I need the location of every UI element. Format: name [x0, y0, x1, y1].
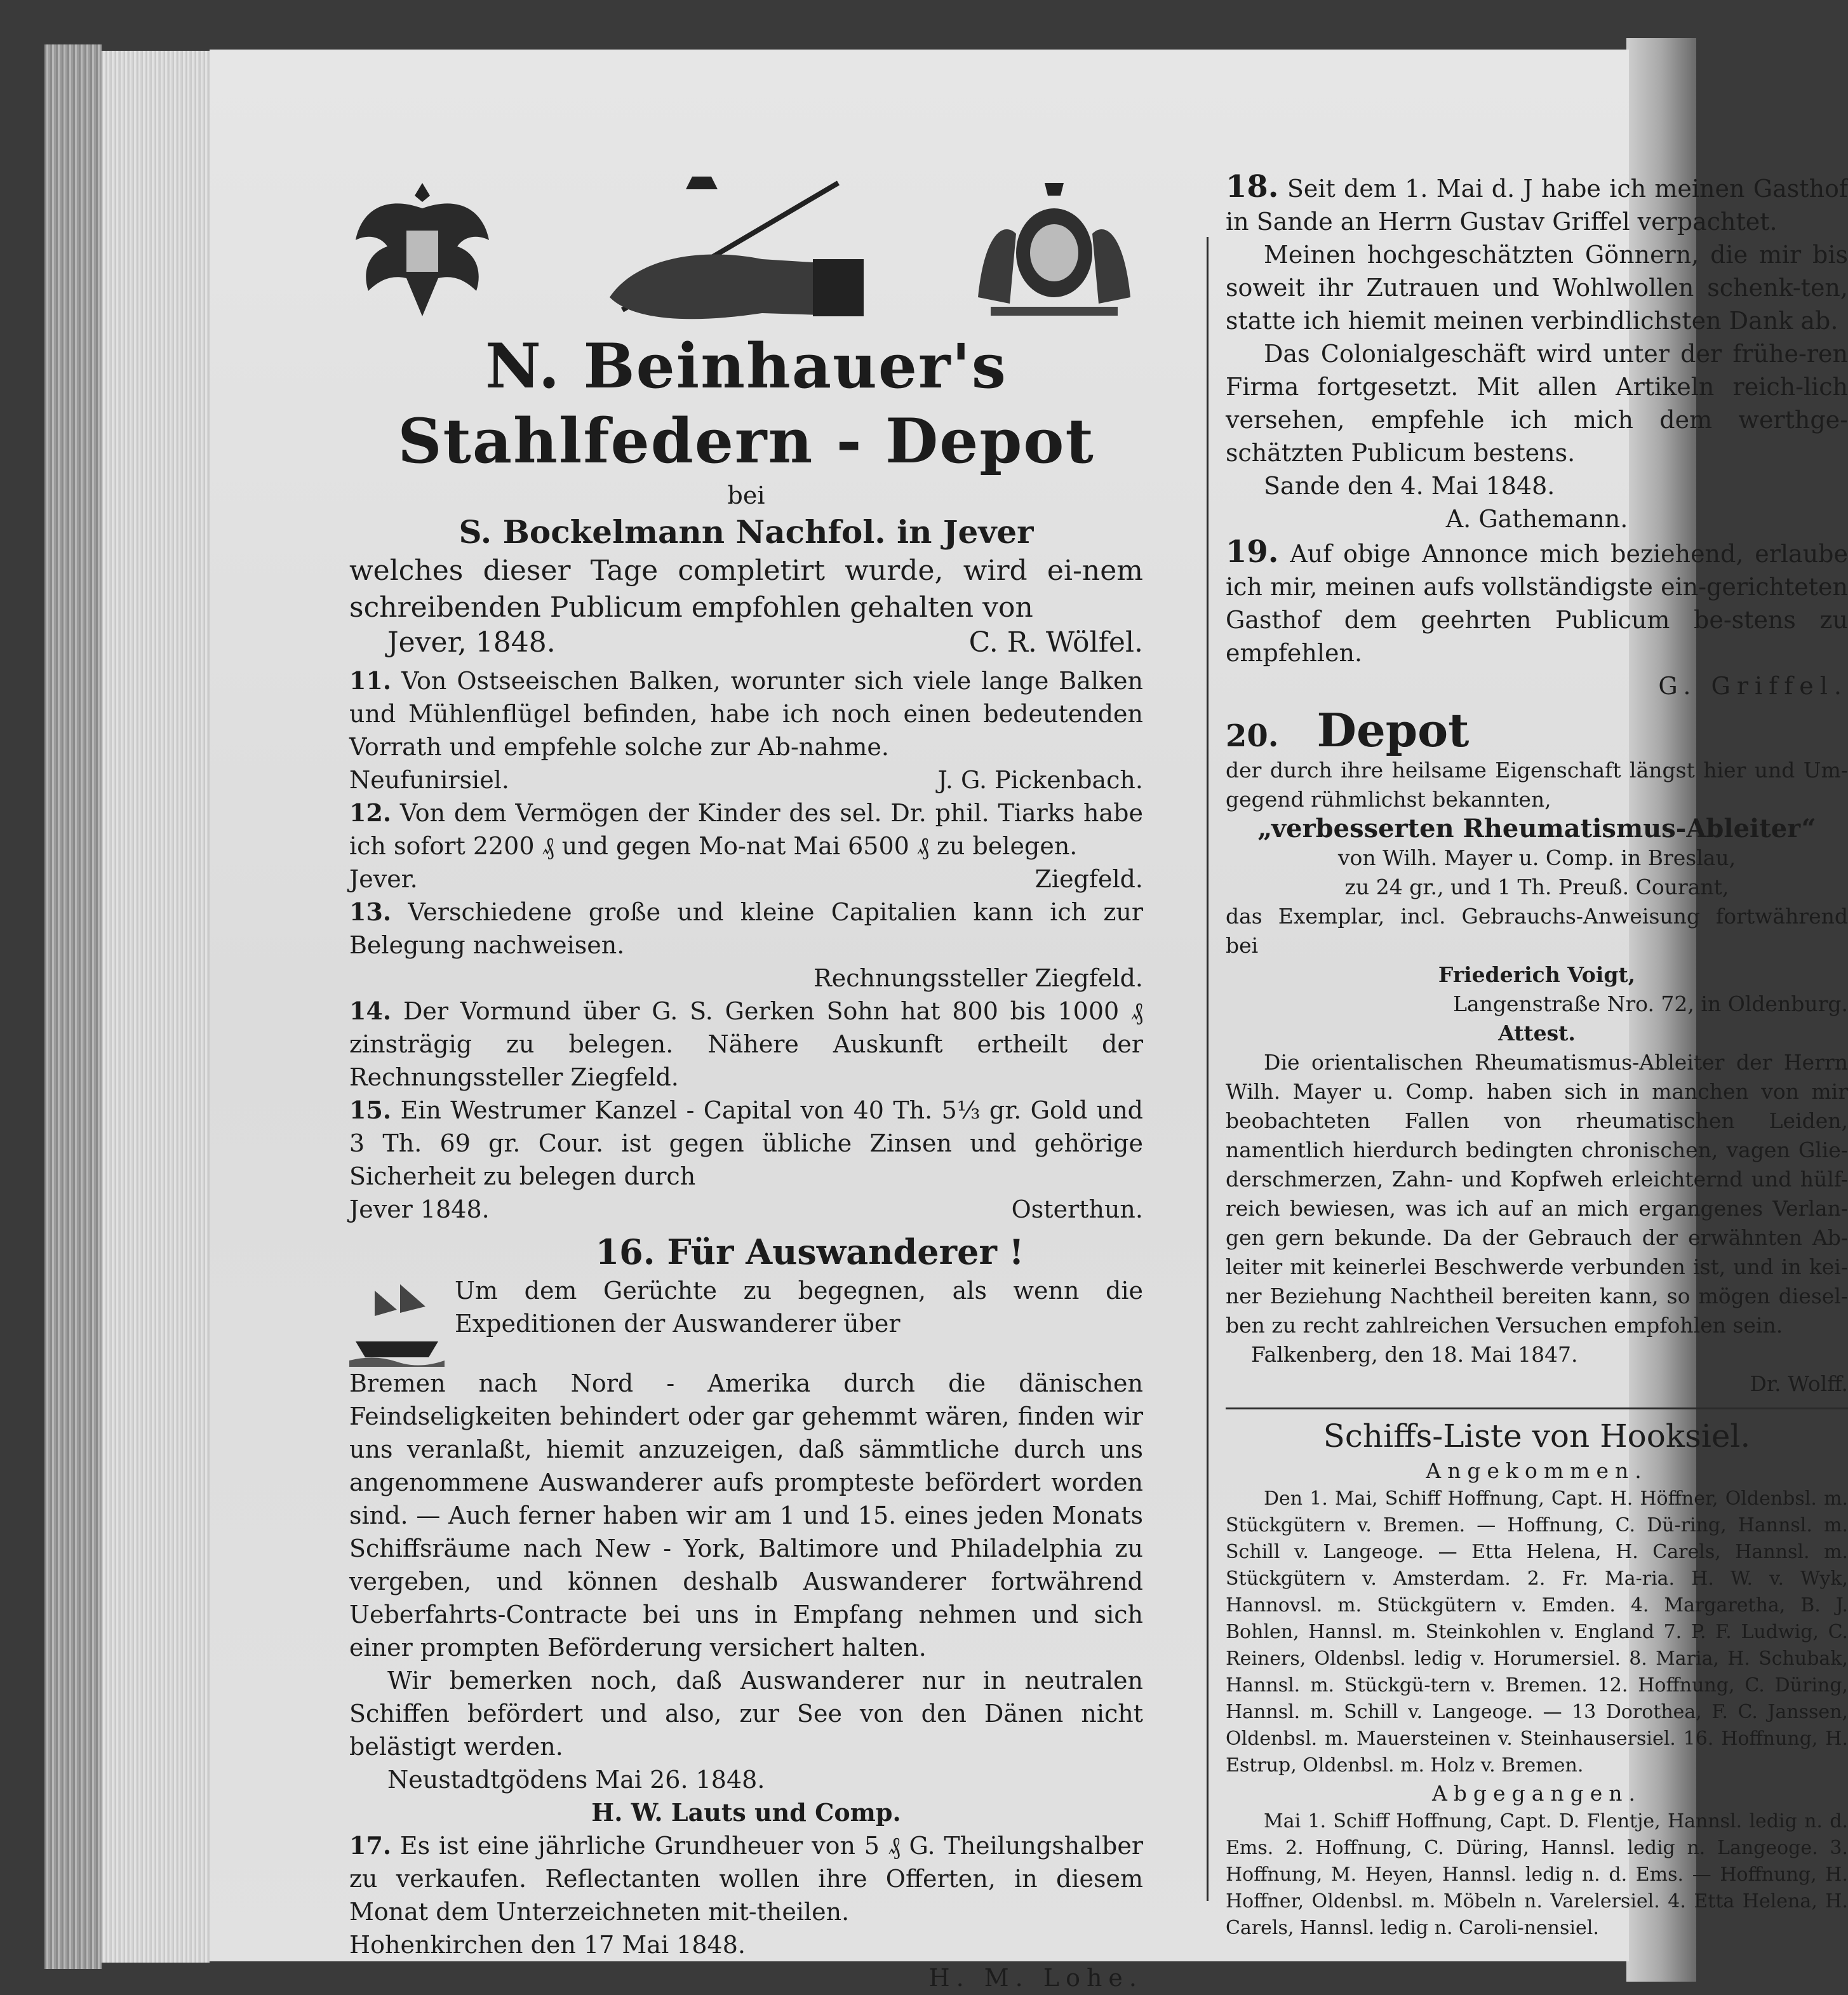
ad-20-text-2: das Exemplar, incl. Gebrauchs-Anweisung fortwährend bei [1226, 904, 1848, 958]
ad-20-product: „verbesserten Rheumatismus-Ableiter“ [1257, 814, 1816, 843]
ad-20-place: Falkenberg, den 18. Mai 1847. [1251, 1342, 1578, 1367]
ad-19-signature: G. Griffel. [1658, 672, 1848, 700]
firm-name: S. Bockelmann Nachfol. in Jever [459, 513, 1034, 551]
royal-arms-icon [965, 170, 1143, 323]
ad-20-attest-text: Die orientalischen Rheumatismus-Ableiter der Herrn Wilh. Mayer u. Comp. haben sich in manchen von mir beobachteten Fallen von rheumatischen Leiden, namentlich hierdurch bedingten chronischen, vagen Glie-derschmerzen, Zahn- und Kopfweh erleichternd und hülf-reich bewiesen, was ich auf an mich ergangenes Verlan-gen gern bekunde. Da der Gebrauch der erwähnten Ab-leiter mit keinerlei Beschwerde verbunden ist, und in kei-ner Beziehung Nachtheil bereiten kann, so mögen diesel-ben zu recht zahlreichen Versuchen empfohlen sein. [1226, 1050, 1848, 1338]
ad-18-signature: A. Gathemann. [1445, 505, 1628, 533]
depot-signature [349, 626, 1143, 659]
ad-16-text-3: Wir bemerken noch, daß Auswanderer nur in neutralen Schiffen befördert und also, zur See von den Dänen nicht belästigt werden. [349, 1667, 1143, 1761]
ad-14-number: 14. [349, 997, 392, 1025]
ad-17-signature: H. M. Lohe. [928, 1964, 1143, 1992]
ad-17-number: 17. [349, 1831, 392, 1860]
ad-12-signature [349, 863, 1143, 896]
departed-list: Mai 1. Schiff Hoffnung, Capt. D. Flentje, Hannsl. ledig n. d. Ems. 2. Hoffnung, C. Düring, Hannsl. ledig n. Langeoge. 3. Hoffnung, M. Heyen, Hannsl. ledig n. d. Ems. — Hoffnung, H. Hoffner, Oldenbsl. m. Möbeln n. Varelersiel. 4. Etta Helena, H. Carels, Hannsl. ledig n. Caroli-nensiel. [1226, 1810, 1848, 1939]
ad-11-sign-left: Neufunirsiel. [349, 766, 509, 794]
ad-20-heading [1226, 705, 1848, 756]
ad-20-maker: von Wilh. Mayer u. Comp. in Breslau, [1337, 845, 1736, 870]
ad-12-number: 12. [349, 798, 392, 827]
ad-18-place: Sande den 4. Mai 1848. [1264, 472, 1555, 500]
page-edges [102, 51, 210, 1963]
ad-16-place: Neustadtgödens Mai 26. 1848. [387, 1766, 765, 1794]
ad-18-text-3: Das Colonialgeschäft wird unter der frühe-ren Firma fortgesetzt. Mit allen Artikeln reich-lich versehen, empfehle ich mich dem werthge-schätzten Publicum bestens. [1226, 340, 1848, 467]
ad-12 [349, 796, 1143, 863]
ad-17-text: Es ist eine jährliche Grundheuer von 5 ₰ G. Theilungshalber zu verkaufen. Reflectanten wollen ihre Offerten, in diesem Monat dem Unterzeichneten mit-theilen. [349, 1832, 1143, 1926]
ad-18-number: 18. [1226, 169, 1279, 205]
ad-20-address: Langenstraße Nro. 72, in Oldenburg. [1453, 991, 1848, 1016]
ad-15-text: Ein Westrumer Kanzel - Capital von 40 Th. 5⅓ gr. Gold und 3 Th. 69 gr. Cour. ist gegen übliche Zinsen und gehörige Sicherheit zu belegen durch [349, 1096, 1143, 1190]
header-emblems [349, 158, 1143, 323]
column-divider [1207, 237, 1209, 1901]
arrived-list: Den 1. Mai, Schiff Hoffnung, Capt. H. Höffner, Oldenbsl. m. Stückgütern v. Bremen. — Hoffnung, C. Dü-ring, Hannsl. m. Schill v. Langeoge. — Etta Helena, H. Carels, Hannsl. m. Stückgütern v. Amsterdam. 2. Fr. Ma-ria. H. W. v. Wyk, Hannovsl. m. Stückgütern v. Emden. 4. Margaretha, B. J. Bohlen, Hannsl. m. Steinkohlen v. England 7. P. F. Ludwig, C. Reiners, Oldenbsl. ledig v. Horumersiel. 8. Maria, H. Schubak, Hannsl. m. Stückgü-tern v. Bremen. 12. Hoffnung, C. Düring, Hannsl. m. Schill v. Langeoge. — 13 Dorothea, F. C. Janssen, Oldenbsl. m. Mauersteinen v. Steinhausersiel. 16. Hoffnung, H. Estrup, Oldenbsl. m. Holz v. Bremen. [1226, 1488, 1848, 1777]
depot-sign-right: C. R. Wölfel. [968, 626, 1143, 659]
ad-19-number: 19. [1226, 534, 1279, 570]
ad-11-number: 11. [349, 666, 392, 695]
ad-16 [349, 1230, 1143, 1829]
ad-11-signature [349, 763, 1143, 796]
ad-20-number: 20. [1226, 718, 1279, 754]
right-column [1226, 170, 1848, 1942]
ad-18-text-2: Meinen hochgeschätzten Gönnern, die mir bis soweit ihr Zutrauen und Wohlwollen schenk-ten, statte ich hiemit meinen verbindlichsten Dank ab. [1226, 241, 1848, 335]
ad-17 [349, 1829, 1143, 1928]
ad-20-dealer: Friederich Voigt, [1438, 962, 1636, 987]
ad-11-text: Von Ostseeischen Balken, worunter sich viele lange Balken und Mühlenflügel befinden, habe ich noch einen bedeutenden Vorrath und empfehle solche zur Ab-nahme. [349, 667, 1143, 761]
book-spine [44, 44, 102, 1969]
depot-title-2: Stahlfedern - Depot [398, 405, 1095, 477]
ad-20-signature: Dr. Wolff. [1750, 1371, 1848, 1396]
depot-text: welches dieser Tage completirt wurde, wird ei-nem schreibenden Publicum empfohlen gehalten von [349, 554, 1143, 624]
ad-20-title: Depot [1316, 703, 1470, 757]
section-rule [1226, 1407, 1848, 1409]
ad-18-text-1: Seit dem 1. Mai d. J habe ich meinen Gasthof in Sande an Herrn Gustav Griffel verpachtet. [1226, 175, 1848, 236]
ad-16-number: 16. [595, 1232, 655, 1272]
ad-16-title: Für Auswanderer ! [667, 1232, 1024, 1272]
depot-title-1: N. Beinhauer's [485, 330, 1007, 402]
ad-13-signature: Rechnungssteller Ziegfeld. [814, 964, 1143, 992]
ad-13-number: 13. [349, 897, 392, 926]
ad-15-number: 15. [349, 1096, 392, 1124]
hand-with-pen-icon [572, 170, 889, 323]
ad-14 [349, 995, 1143, 1094]
ad-16-signature: H. W. Lauts und Comp. [591, 1798, 901, 1827]
ad-16-text-1: Um dem Gerüchte zu begegnen, als wenn die Expeditionen der Auswanderer über [455, 1277, 1143, 1338]
ad-11 [349, 664, 1143, 763]
departed-heading: Abgegangen. [1431, 1781, 1642, 1806]
ad-18 [1226, 170, 1848, 238]
ship-list-title: Schiffs-Liste von Hooksiel. [1323, 1418, 1751, 1454]
ad-12-sign-right: Ziegfeld. [1034, 865, 1143, 893]
ad-20-text-1: der durch ihre heilsame Eigenschaft längst hier und Um-gegend rühmlichst bekannten, [1226, 758, 1848, 812]
ad-20-price: zu 24 gr., und 1 Th. Preuß. Courant, [1344, 875, 1729, 899]
ad-15-sign-right: Osterthun. [1011, 1195, 1143, 1223]
newspaper-page [210, 50, 1848, 1992]
ad-14-text: Der Vormund über G. S. Gerken Sohn hat 800 bis 1000 ₰ zinsträgig zu belegen. Nähere Auskunft ertheilt der Rechnungssteller Ziegfeld. [349, 997, 1143, 1091]
ad-15-signature [349, 1193, 1143, 1226]
ad-15-sign-left: Jever 1848. [349, 1195, 490, 1223]
ad-20-body [1226, 756, 1848, 1399]
double-eagle-icon [349, 170, 495, 323]
ad-19-text: Auf obige Annonce mich beziehend, erlaube ich mir, meinen aufs vollständigste ein-gerichteten Gasthof dem geehrten Publicum be-stens zu empfehlen. [1226, 540, 1848, 667]
ad-17-place: Hohenkirchen den 17 Mai 1848. [349, 1931, 746, 1959]
ad-15 [349, 1094, 1143, 1193]
ad-13-text: Verschiedene große und kleine Capitalien kann ich zur Belegung nachweisen. [349, 898, 1143, 959]
ad-20-attest-title: Attest. [1498, 1021, 1576, 1045]
ship-list [1226, 1416, 1848, 1942]
ad-16-heading [349, 1230, 1143, 1274]
ad-11-sign-right: J. G. Pickenbach. [937, 766, 1143, 794]
left-column [349, 158, 1143, 1994]
bei-text: bei [727, 481, 765, 509]
ship-icon [349, 1278, 445, 1367]
ad-13 [349, 896, 1143, 962]
ad-16-text-2: Bremen nach Nord - Amerika durch die dänischen Feindseligkeiten behindert oder gar gehemmt wären, finden wir uns veranlaßt, hiemit anzuzeigen, daß sämmtliche durch uns angenommene Auswanderer aufs prompteste befördert worden sind. — Auch ferner haben wir am 1 und 15. eines jeden Monats Schiffsräume nach New - York, Baltimore und Philadelphia zu vergeben, und können deshalb Auswanderer fortwährend Ueberfahrts-Contracte bei uns in Empfang nehmen und sich einer prompten Beförderung versichert halten. [349, 1369, 1143, 1662]
arrived-heading: Angekommen. [1426, 1458, 1648, 1483]
ad-12-sign-left: Jever. [349, 865, 418, 893]
ad-12-text: Von dem Vermögen der Kinder des sel. Dr. phil. Tiarks habe ich sofort 2200 ₰ und gegen Mo-nat Mai 6500 ₰ zu belegen. [349, 799, 1143, 860]
depot-sign-left: Jever, 1848. [387, 626, 556, 659]
ad-19 [1226, 535, 1848, 669]
